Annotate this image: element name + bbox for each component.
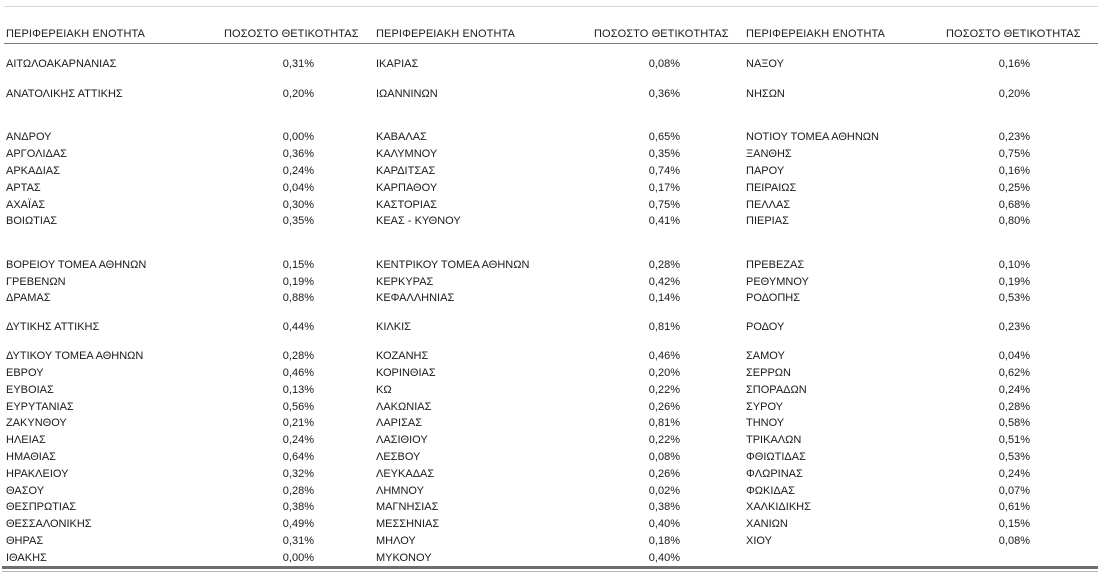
region-name: ΛΗΜΝΟΥ [376,485,424,497]
positivity-rate: 0,81% [648,417,680,429]
positivity-rate: 0,08% [648,58,680,70]
table-row [376,130,680,145]
table-row [746,484,1030,499]
table-row [6,534,314,549]
region-name: ΕΥΒΟΙΑΣ [6,384,54,396]
positivity-rate: 0,42% [648,276,680,288]
table-row [376,433,680,448]
positivity-rate: 0,28% [282,485,314,497]
table-row [6,517,314,532]
table-row [376,164,680,179]
positivity-rate: 0,36% [648,88,680,100]
positivity-rate: 0,44% [282,321,314,333]
region-name: ΣΥΡΟΥ [746,401,784,413]
region-name: ΑΝΔΡΟΥ [6,131,52,143]
table-row [746,214,1030,229]
region-name: ΚΕΑΣ - ΚΥΘΝΟΥ [376,215,461,227]
positivity-rate: 0,40% [648,552,680,564]
table-row [746,130,1030,145]
region-name: ΦΛΩΡΙΝΑΣ [746,468,803,480]
header-rate-col-3: ΠΟΣΟΣΤΟ ΘΕΤΙΚΟΤΗΤΑΣ [946,28,1081,40]
table-row [746,366,1030,381]
positivity-rate: 0,10% [998,259,1030,271]
table-row [6,87,314,102]
table-row [376,349,680,364]
positivity-rate: 0,28% [998,401,1030,413]
table-row [376,450,680,465]
positivity-rate: 0,46% [648,350,680,362]
table-row [6,484,314,499]
positivity-rate: 0,35% [648,148,680,160]
positivity-rate: 0,74% [648,165,680,177]
region-name: ΙΩΑΝΝΙΝΩΝ [376,88,438,100]
positivity-rate: 0,22% [648,384,680,396]
positivity-rate: 0,64% [282,451,314,463]
region-name: ΚΙΛΚΙΣ [376,321,411,333]
positivity-rate: 0,38% [648,501,680,513]
region-name: ΑΡΤΑΣ [6,182,41,194]
positivity-rate: 0,36% [282,148,314,160]
region-name: ΛΑΚΩΝΙΑΣ [376,401,432,413]
header-region-col-2: ΠΕΡΙΦΕΡΕΙΑΚΗ ΕΝΟΤΗΤΑ [376,28,515,40]
positivity-rate: 0,32% [282,468,314,480]
bottom-divider [2,566,1098,569]
positivity-rate: 0,04% [282,182,314,194]
table-row [6,467,314,482]
positivity-rate: 0,15% [998,518,1030,530]
table-row [6,433,314,448]
region-name: ΑΧΑΪΑΣ [6,199,46,211]
region-name: ΚΑΡΔΙΤΣΑΣ [376,165,436,177]
region-name: ΘΗΡΑΣ [6,535,44,547]
table-row [6,275,314,290]
positivity-rate: 0,15% [282,259,314,271]
table-row [6,198,314,213]
region-name: ΧΙΟΥ [746,535,772,547]
table-row [376,87,680,102]
positivity-rate: 0,00% [282,131,314,143]
positivity-rate: 0,68% [998,199,1030,211]
region-name: ΤΡΙΚΑΛΩΝ [746,434,802,446]
table-row [746,147,1030,162]
region-name: ΛΑΡΙΣΑΣ [376,417,423,429]
table-row [6,383,314,398]
table-row [376,181,680,196]
region-name: ΧΑΝΙΩΝ [746,518,788,530]
region-name: ΔΥΤΙΚΗΣ ΑΤΤΙΚΗΣ [6,321,100,333]
positivity-rate: 0,13% [282,384,314,396]
header-rate-col-2: ΠΟΣΟΣΤΟ ΘΕΤΙΚΟΤΗΤΑΣ [594,28,729,40]
table-column-1 [6,0,314,580]
region-name: ΡΟΔΟΥ [746,321,785,333]
region-name: ΔΡΑΜΑΣ [6,292,51,304]
region-name: ΔΥΤΙΚΟΥ ΤΟΜΕΑ ΑΘΗΝΩΝ [6,350,144,362]
region-name: ΙΚΑΡΙΑΣ [376,58,419,70]
table-row [6,291,314,306]
table-row [376,551,680,566]
region-name: ΘΑΣΟΥ [6,485,45,497]
table-row [376,198,680,213]
positivity-rate: 0,16% [998,165,1030,177]
table-row [376,416,680,431]
positivity-rate: 0,22% [648,434,680,446]
table-row [746,164,1030,179]
region-name: ΝΑΞΟΥ [746,58,784,70]
table-row [376,400,680,415]
region-name: ΚΕΝΤΡΙΚΟΥ ΤΟΜΕΑ ΑΘΗΝΩΝ [376,259,530,271]
table-row [746,500,1030,515]
region-name: ΡΕΘΥΜΝΟΥ [746,276,809,288]
positivity-rate: 0,08% [648,451,680,463]
region-name: ΛΕΣΒΟΥ [376,451,421,463]
positivity-rate: 0,81% [648,321,680,333]
table-row [376,214,680,229]
region-name: ΑΝΑΤΟΛΙΚΗΣ ΑΤΤΙΚΗΣ [6,88,123,100]
region-name: ΗΡΑΚΛΕΙΟΥ [6,468,69,480]
positivity-rate: 0,28% [282,350,314,362]
positivity-rate: 0,51% [998,434,1030,446]
positivity-rate: 0,26% [648,401,680,413]
positivity-rate: 0,19% [282,276,314,288]
positivity-rate: 0,30% [282,199,314,211]
table-row [376,275,680,290]
table-row [746,467,1030,482]
table-row [746,181,1030,196]
positivity-rate: 0,24% [282,165,314,177]
table-row [376,366,680,381]
positivity-rate: 0,53% [998,292,1030,304]
region-name: ΠΙΕΡΙΑΣ [746,215,789,227]
positivity-rate: 0,31% [282,58,314,70]
table-row [6,147,314,162]
region-name: ΡΟΔΟΠΗΣ [746,292,801,304]
positivity-rate: 0,21% [282,417,314,429]
table-row [6,400,314,415]
region-name: ΜΥΚΟΝΟΥ [376,552,432,564]
region-name: ΑΙΤΩΛΟΑΚΑΡΝΑΝΙΑΣ [6,58,117,70]
region-name: ΒΟΡΕΙΟΥ ΤΟΜΕΑ ΑΘΗΝΩΝ [6,259,147,271]
region-name: ΜΗΛΟΥ [376,535,416,547]
table-row [6,164,314,179]
positivity-rate: 0,26% [648,468,680,480]
positivity-rate: 0,49% [282,518,314,530]
positivity-rate: 0,17% [648,182,680,194]
region-name: ΕΒΡΟΥ [6,367,44,379]
region-name: ΛΑΣΙΘΙΟΥ [376,434,428,446]
region-name: ΚΑΡΠΑΘΟΥ [376,182,438,194]
table-row [746,450,1030,465]
table-row [746,400,1030,415]
table-row [6,500,314,515]
positivity-rate: 0,02% [648,485,680,497]
positivity-rate: 0,25% [998,182,1030,194]
table-row [6,349,314,364]
region-name: ΠΕΛΛΑΣ [746,199,791,211]
bottom-divider-thin [2,571,1098,572]
positivity-rate: 0,07% [998,485,1030,497]
table-row [746,349,1030,364]
positivity-rate: 0,14% [648,292,680,304]
positivity-rate: 0,23% [998,321,1030,333]
table-row [746,57,1030,72]
table-row [376,467,680,482]
positivity-rate: 0,88% [282,292,314,304]
positivity-rate: 0,23% [998,131,1030,143]
region-name: ΕΥΡΥΤΑΝΙΑΣ [6,401,74,413]
positivity-rate: 0,24% [282,434,314,446]
table-row [746,433,1030,448]
table-row [746,320,1030,335]
region-name: ΓΡΕΒΕΝΩΝ [6,276,66,288]
positivity-rate: 0,38% [282,501,314,513]
positivity-rate: 0,75% [648,199,680,211]
region-name: ΘΕΣΠΡΩΤΙΑΣ [6,501,77,513]
header-region-col-3: ΠΕΡΙΦΕΡΕΙΑΚΗ ΕΝΟΤΗΤΑ [746,28,885,40]
positivity-rate: 0,31% [282,535,314,547]
positivity-rate: 0,24% [998,468,1030,480]
region-name: ΙΘΑΚΗΣ [6,552,47,564]
region-name: ΖΑΚΥΝΘΟΥ [6,417,67,429]
positivity-rate: 0,41% [648,215,680,227]
region-name: ΞΑΝΘΗΣ [746,148,792,160]
region-name: ΑΡΓΟΛΙΔΑΣ [6,148,67,160]
region-name: ΚΩ [376,384,392,396]
table-row [746,275,1030,290]
table-row [746,258,1030,273]
region-name: ΣΕΡΡΩΝ [746,367,791,379]
positivity-rate: 0,00% [282,552,314,564]
table-row [376,383,680,398]
positivity-rate: 0,46% [282,367,314,379]
region-name: ΚΟΖΑΝΗΣ [376,350,429,362]
region-name: ΝΗΣΩΝ [746,88,785,100]
positivity-rate: 0,75% [998,148,1030,160]
region-name: ΜΕΣΣΗΝΙΑΣ [376,518,440,530]
table-row [376,258,680,273]
positivity-rate: 0,65% [648,131,680,143]
positivity-rate: 0,20% [648,367,680,379]
positivity-rate: 0,62% [998,367,1030,379]
region-name: ΠΑΡΟΥ [746,165,785,177]
table-row [746,198,1030,213]
table-row [746,87,1030,102]
region-name: ΚΑΣΤΟΡΙΑΣ [376,199,438,211]
positivity-rate: 0,80% [998,215,1030,227]
positivity-rate: 0,04% [998,350,1030,362]
table-row [6,130,314,145]
positivity-rate: 0,20% [282,88,314,100]
table-row [6,416,314,431]
positivity-rate: 0,28% [648,259,680,271]
table-row [6,181,314,196]
header-region-col-1: ΠΕΡΙΦΕΡΕΙΑΚΗ ΕΝΟΤΗΤΑ [6,28,145,40]
region-name: ΛΕΥΚΑΔΑΣ [376,468,435,480]
table-row [746,534,1030,549]
table-row [376,147,680,162]
positivity-rate: 0,56% [282,401,314,413]
region-name: ΚΕΡΚΥΡΑΣ [376,276,434,288]
table-column-3 [746,0,1030,580]
region-name: ΗΜΑΘΙΑΣ [6,451,56,463]
region-name: ΑΡΚΑΔΙΑΣ [6,165,60,177]
positivity-rate: 0,35% [282,215,314,227]
region-name: ΠΕΙΡΑΙΩΣ [746,182,797,194]
positivity-rate: 0,61% [998,501,1030,513]
table-row [6,450,314,465]
table-row [6,214,314,229]
region-name: ΚΑΒΑΛΑΣ [376,131,427,143]
table-row [6,320,314,335]
region-name: ΦΩΚΙΔΑΣ [746,485,795,497]
region-name: ΗΛΕΙΑΣ [6,434,46,446]
table-row [6,366,314,381]
region-name: ΧΑΛΚΙΔΙΚΗΣ [746,501,811,513]
region-name: ΣΑΜΟΥ [746,350,785,362]
table-row [376,484,680,499]
table-column-2 [376,0,680,580]
table-row [376,500,680,515]
positivity-rate: 0,16% [998,58,1030,70]
positivity-rate: 0,18% [648,535,680,547]
positivity-rate: 0,08% [998,535,1030,547]
table-row [376,291,680,306]
region-name: ΒΟΙΩΤΙΑΣ [6,215,58,227]
region-name: ΝΟΤΙΟΥ ΤΟΜΕΑ ΑΘΗΝΩΝ [746,131,879,143]
region-name: ΣΠΟΡΑΔΩΝ [746,384,807,396]
table-row [376,534,680,549]
table-row [376,57,680,72]
region-name: ΠΡΕΒΕΖΑΣ [746,259,805,271]
table-row [6,57,314,72]
table-row [746,416,1030,431]
table-row [6,551,314,566]
region-name: ΜΑΓΝΗΣΙΑΣ [376,501,439,513]
region-name: ΘΕΣΣΑΛΟΝΙΚΗΣ [6,518,92,530]
positivity-rate: 0,40% [648,518,680,530]
positivity-rate: 0,24% [998,384,1030,396]
table-row [6,258,314,273]
positivity-rate: 0,20% [998,88,1030,100]
region-name: ΤΗΝΟΥ [746,417,785,429]
region-name: ΚΕΦΑΛΛΗΝΙΑΣ [376,292,455,304]
region-name: ΚΟΡΙΝΘΙΑΣ [376,367,436,379]
table-row [376,320,680,335]
positivity-rate: 0,19% [998,276,1030,288]
region-name: ΚΑΛΥΜΝΟΥ [376,148,438,160]
positivity-rate: 0,53% [998,451,1030,463]
header-rate-col-1: ΠΟΣΟΣΤΟ ΘΕΤΙΚΟΤΗΤΑΣ [224,28,359,40]
positivity-rate: 0,58% [998,417,1030,429]
table-row [746,291,1030,306]
table-row [746,517,1030,532]
table-row [376,517,680,532]
region-name: ΦΘΙΩΤΙΔΑΣ [746,451,806,463]
table-row [746,383,1030,398]
